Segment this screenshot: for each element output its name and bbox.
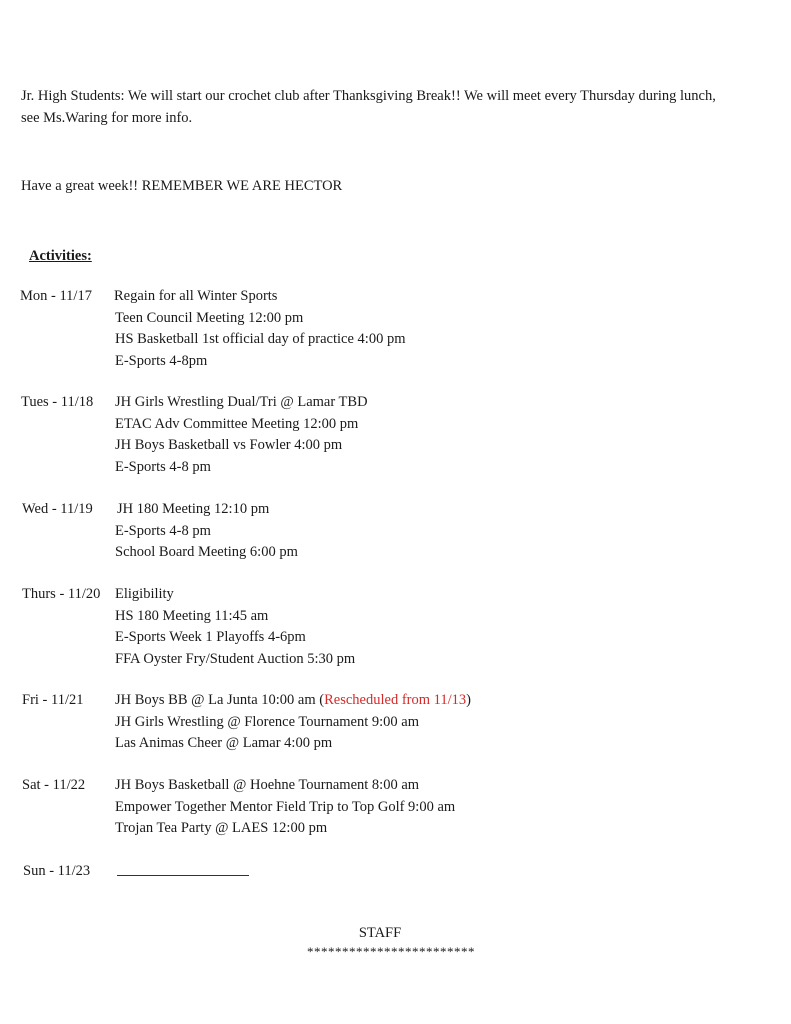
event-item: JH Girls Wrestling @ Florence Tournament 9:00 am <box>115 713 419 730</box>
note-close-paren: ) <box>466 692 471 708</box>
event-list <box>115 499 298 564</box>
event-item: HS Basketball 1st official day of practice 4:00 pm <box>115 331 406 347</box>
event-list <box>115 775 455 840</box>
event-list <box>115 861 249 884</box>
week-message: Have a great week!! REMEMBER WE ARE HECTOR <box>21 178 343 194</box>
event-item: FFA Oyster Fry/Student Auction 5:30 pm <box>115 650 356 667</box>
event-item: Trojan Tea Party @ LAES 12:00 pm <box>115 820 328 836</box>
event-item: JH Boys Basketball @ Hoehne Tournament 8:00 am <box>115 777 420 793</box>
event-item: E-Sports Week 1 Playoffs 4-6pm <box>115 629 306 645</box>
event-item: JH Boys Basketball vs Fowler 4:00 pm <box>115 437 343 453</box>
day-label: Sat - 11/22 <box>22 777 86 793</box>
rescheduled-note: Rescheduled from 11/13 <box>324 692 467 708</box>
event-item: Eligibility <box>115 586 174 602</box>
event-item: JH 180 Meeting 12:10 pm <box>117 501 270 517</box>
blank-underline <box>117 861 249 876</box>
event-item: E-Sports 4-8pm <box>115 352 208 369</box>
blank-event-line <box>117 861 249 884</box>
crochet-line-2: see Ms.Waring for more info. <box>21 110 193 126</box>
event-item: School Board Meeting 6:00 pm <box>115 544 298 560</box>
event-item: E-Sports 4-8 pm <box>115 522 211 539</box>
event-item: Empower Together Mentor Field Trip to Top Golf 9:00 am <box>115 798 456 815</box>
crochet-line-1: Jr. High Students: We will start our crochet club after Thanksgiving Break!! We will meet every Thursday during lunch, <box>21 88 716 104</box>
day-label: Sun - 11/23 <box>23 863 91 879</box>
event-item: Regain for all Winter Sports <box>114 288 278 304</box>
event-list <box>115 392 368 478</box>
event-list <box>115 584 355 670</box>
event-item: Teen Council Meeting 12:00 pm <box>115 309 304 326</box>
staff-divider-stars: ************************ <box>307 944 475 959</box>
staff-heading: STAFF <box>358 925 402 941</box>
event-item: JH Girls Wrestling Dual/Tri @ Lamar TBD <box>115 394 368 410</box>
event-list <box>115 690 471 755</box>
event-item: Las Animas Cheer @ Lamar 4:00 pm <box>115 735 333 751</box>
event-list <box>115 286 405 372</box>
day-label: Fri - 11/21 <box>22 692 84 708</box>
day-label: Thurs - 11/20 <box>22 586 101 602</box>
activities-heading: Activities: <box>29 248 92 264</box>
event-item: ETAC Adv Committee Meeting 12:00 pm <box>115 415 359 432</box>
day-label: Mon - 11/17 <box>20 288 92 304</box>
event-item <box>115 690 471 712</box>
day-label: Tues - 11/18 <box>21 394 94 410</box>
event-item: E-Sports 4-8 pm <box>115 458 211 475</box>
event-text: JH Boys BB @ La Junta 10:00 am ( <box>115 692 325 708</box>
crochet-club-announcement <box>21 85 781 129</box>
event-item: HS 180 Meeting 11:45 am <box>115 607 269 624</box>
day-label: Wed - 11/19 <box>22 501 93 517</box>
